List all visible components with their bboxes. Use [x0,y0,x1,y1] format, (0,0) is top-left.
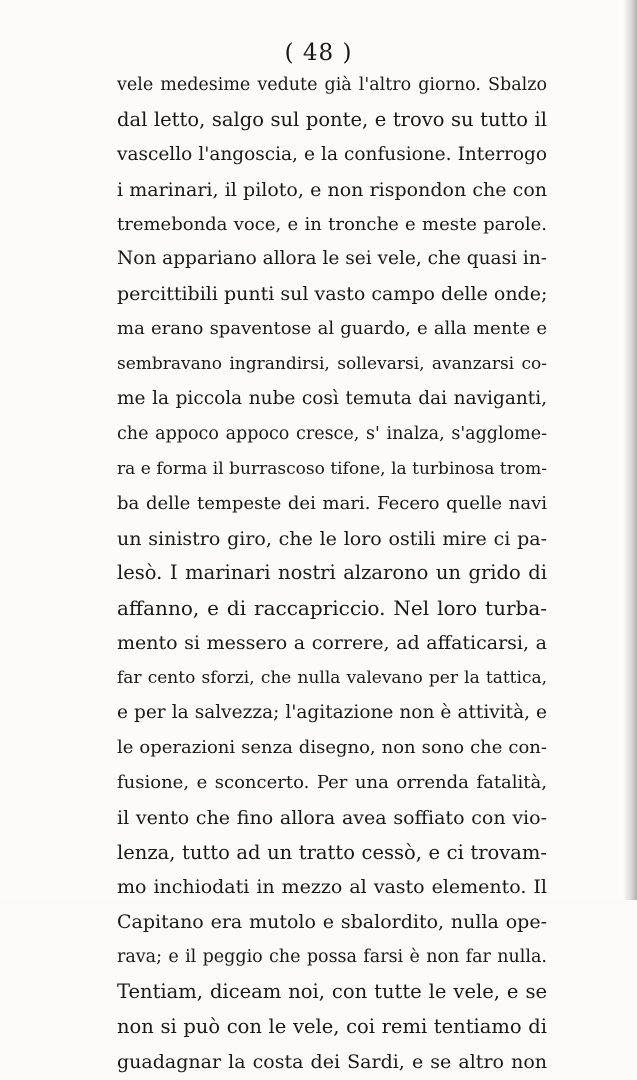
text-line: ba delle tempeste dei mari. Fecero quelle navi [117,492,547,514]
text-line: tremebonda voce, e in tronche e meste parole. [117,213,547,235]
text-line: il vento che fino allora avea soffiato con vio- [117,806,547,829]
text-line: i marinari, il piloto, e non rispondon che con [117,178,547,201]
page-number: ( 48 ) [284,40,353,66]
text-line: un sinistro giro, che le loro ostili mire ci pa- [117,527,547,550]
text-line: Non appariano allora le sei vele, che quasi in- [117,248,547,270]
text-line: far cento sforzi, che nulla valevano per la tattica, [117,668,547,689]
text-line: fusione, e sconcerto. Per una orrenda fatalità, [117,771,547,793]
text-line: sembravano ingrandirsi, sollevarsi, avanzarsi co- [117,354,547,375]
text-line: le operazioni senza disegno, non sono che con- [117,736,547,758]
text-line: Capitano era mutolo e sbalordito, nulla ope- [117,911,547,934]
text-line: dal letto, salgo sul ponte, e trovo su tutto il [117,107,547,131]
text-line: ma erano spaventose al guardo, e alla mente e [117,318,547,340]
text-line: vele medesime vedute già l'altro giorno. Sbalzo [117,75,547,95]
text-line: Tentiam, diceam noi, con tutte le vele, e se [117,980,547,1004]
page-edge-shadow [623,0,637,900]
text-line: che appoco appoco cresce, s' inalza, s'agglome- [117,423,547,444]
text-line: non si può con le vele, coi remi tentiamo di [117,1015,547,1039]
text-line: vascello l'angoscia, e la confusione. Interrogo [117,143,547,165]
text-line: rava; e il peggio che possa farsi è non far nulla. [117,947,547,968]
text-line: ra e forma il burrascoso tifone, la turbinosa trom- [117,458,547,479]
text-line: lenza, tutto ad un tratto cessò, e ci trovam- [117,840,547,864]
text-line: guadagnar la costa dei Sardi, e se altro non [117,1050,547,1073]
text-line: mo inchiodati in mezzo al vasto elemento. Il [117,876,547,899]
text-line: mento si messero a correre, ad affaticarsi, a [117,632,547,655]
text-line: percittibili punti sul vasto campo delle onde; [117,283,548,306]
text-line: e per la salvezza; l'agitazione non è attività, e [117,702,547,724]
body-text [117,68,547,1080]
text-line: affanno, e di raccapriccio. Nel loro turba- [117,596,547,621]
text-line: lesò. I marinari nostri alzarono un grido di [117,561,547,585]
text-line: me la piccola nube così temuta dai naviganti, [117,388,547,410]
